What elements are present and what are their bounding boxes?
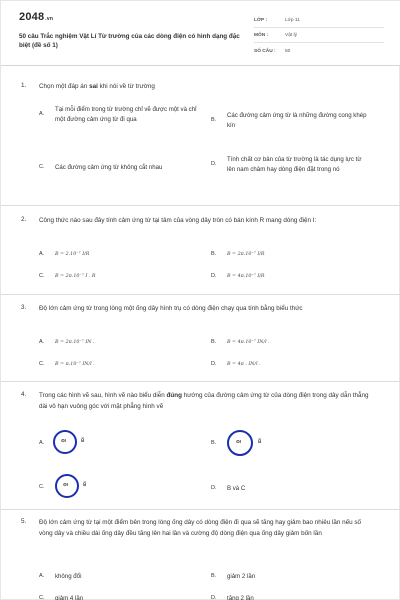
header-divider	[1, 65, 400, 66]
question-divider	[1, 509, 400, 510]
option-letter: D.	[211, 361, 217, 367]
option-formula: B = 4π.10⁻⁷ I/R	[227, 273, 265, 279]
option-text: không đổi	[55, 573, 82, 580]
b-vector-label: B⃗	[83, 483, 87, 488]
question-number: 4.	[21, 391, 27, 398]
figure-a[interactable]	[53, 430, 93, 460]
option-formula: B = 2π.10⁻⁷ I . R	[55, 273, 96, 279]
option-text: giảm 4 lần	[55, 595, 84, 600]
option-text: Các đường cảm ứng từ không cắt nhau	[55, 164, 163, 171]
logo-suffix: .vn	[45, 16, 54, 22]
meta-value: Lớp 11	[285, 18, 300, 24]
option-a[interactable]	[39, 572, 199, 582]
option-letter: B.	[211, 440, 217, 446]
question-text: Công thức nào sau đây tính cảm ứng từ tại tâm của vòng dây tròn có bán kính R mang dòng điện I:	[39, 217, 317, 224]
option-letter: C.	[39, 595, 45, 600]
option-c[interactable]	[39, 594, 199, 600]
meta-value: Vật lý	[285, 33, 297, 39]
option-letter: B.	[211, 251, 217, 257]
option-letter: C.	[39, 164, 45, 171]
option-formula: B = π.10⁻⁷ IN/l .	[55, 361, 95, 367]
meta-value: 50	[285, 49, 291, 55]
option-d[interactable]	[211, 361, 371, 369]
figure-b[interactable]	[227, 430, 271, 460]
option-d[interactable]	[211, 273, 371, 281]
option-b[interactable]	[211, 111, 371, 132]
option-letter: C.	[39, 484, 45, 490]
question-text: Độ lớn cảm ứng từ tại một điểm bên trong lòng ống dây có dòng điện đi qua sẽ tăng hay giảm bao nhiêu lần nếu số vòng dây và chiều dài ống dây đều tăng lên hai lần và cường độ dòng điện qua ống dây giảm bốn lần	[39, 519, 362, 538]
option-letter: A.	[39, 440, 45, 446]
document-title: 50 câu Trắc nghiệm Vật Lí Từ trường của các dòng điện có hình dạng đặc biệt (đề số 1)	[19, 33, 240, 50]
figure-c[interactable]	[55, 474, 95, 504]
option-formula: B = 2π.10⁻⁷ IN .	[55, 339, 95, 345]
b-vector-label: B⃗	[258, 440, 262, 445]
question-number: 5.	[21, 518, 27, 525]
option-letter: D.	[211, 595, 217, 600]
question-text-start: Chọn một đáp án	[39, 83, 90, 90]
meta-key: MÔN :	[254, 33, 269, 39]
option-text: Các đường cảm ứng từ là những đường cong khép kín	[227, 112, 367, 130]
meta-row-subject	[254, 28, 384, 43]
logo-main: 2048	[19, 11, 45, 23]
option-a[interactable]	[39, 251, 199, 259]
option-a[interactable]	[39, 339, 199, 347]
question-text-end: hướng của đường cảm ứng từ của dòng điện trong dây dẫn thẳng dài vô hạn vuông góc với mặt phẳng hình vẽ	[39, 392, 369, 411]
question-divider	[1, 205, 400, 206]
option-text: Tại mỗi điểm trong từ trường chỉ vẽ được một và chỉ một đường cảm ứng từ đi qua	[55, 106, 197, 124]
option-text: B và C	[227, 485, 246, 492]
option-b[interactable]	[211, 339, 371, 347]
option-d[interactable]	[211, 484, 245, 494]
option-letter: A.	[39, 111, 45, 118]
question-text-end: khi nói về từ trường	[97, 83, 155, 90]
option-text: Tính chất cơ bản của từ trường là tác dụng lực từ lên nam châm hay dòng điện đặt trong nó	[227, 156, 362, 174]
option-c[interactable]	[39, 484, 55, 492]
option-letter: D.	[211, 161, 217, 168]
b-vector-label: B⃗	[81, 439, 85, 444]
option-letter: B.	[211, 117, 217, 124]
option-c[interactable]	[39, 361, 199, 369]
header	[1, 1, 400, 65]
question-text	[39, 81, 374, 92]
option-text: tăng 2 lần	[227, 595, 254, 600]
option-letter: C.	[39, 273, 45, 279]
option-formula: B = 2π.10⁻⁷ I/R	[227, 251, 265, 257]
option-d[interactable]	[211, 155, 371, 176]
current-dot-icon: ⊙I	[63, 482, 68, 487]
question-text-start: Trong các hình vẽ sau, hình vẽ nào biểu diễn	[39, 392, 167, 399]
option-b[interactable]	[211, 440, 227, 448]
option-letter: C.	[39, 361, 45, 367]
meta-row-class	[254, 13, 384, 28]
question-text	[39, 390, 374, 412]
option-c[interactable]	[39, 163, 199, 173]
option-letter: A.	[39, 339, 45, 345]
meta-key: LỚP :	[254, 18, 268, 24]
question-text-emphasis: sai	[89, 83, 98, 90]
option-c[interactable]	[39, 273, 199, 281]
current-dot-icon: ⊙I	[236, 439, 241, 444]
question-text-emphasis: đúng	[166, 392, 182, 399]
meta-key: SỐ CÂU :	[254, 49, 276, 55]
option-letter: B.	[211, 339, 217, 345]
question-text: Độ lớn cảm ứng từ trong lòng một ống dây hình trụ có dòng điện chạy qua tính bằng biểu thức	[39, 305, 303, 312]
current-dot-icon: ⊙I	[61, 438, 66, 443]
option-letter: A.	[39, 573, 45, 580]
option-letter: D.	[211, 273, 217, 279]
option-text: giảm 2 lần	[227, 573, 256, 580]
question-divider	[1, 294, 400, 295]
option-formula: B = 4π . IN/l .	[227, 361, 261, 367]
option-b[interactable]	[211, 572, 371, 582]
site-logo[interactable]	[19, 10, 53, 26]
option-letter: A.	[39, 251, 45, 257]
option-letter: D.	[211, 485, 217, 492]
option-b[interactable]	[211, 251, 371, 259]
question-divider	[1, 381, 400, 382]
option-formula: B = 2.10⁻⁷ I/R	[55, 251, 90, 257]
question-number: 1.	[21, 82, 27, 89]
option-d[interactable]	[211, 594, 371, 600]
option-letter: B.	[211, 573, 217, 580]
meta-row-count	[254, 43, 384, 58]
option-a[interactable]	[39, 105, 199, 126]
question-number: 3.	[21, 304, 27, 311]
option-formula: B = 4π.10⁻⁷ IN/l .	[227, 339, 270, 345]
question-number: 2.	[21, 216, 27, 223]
meta-box	[254, 13, 384, 58]
